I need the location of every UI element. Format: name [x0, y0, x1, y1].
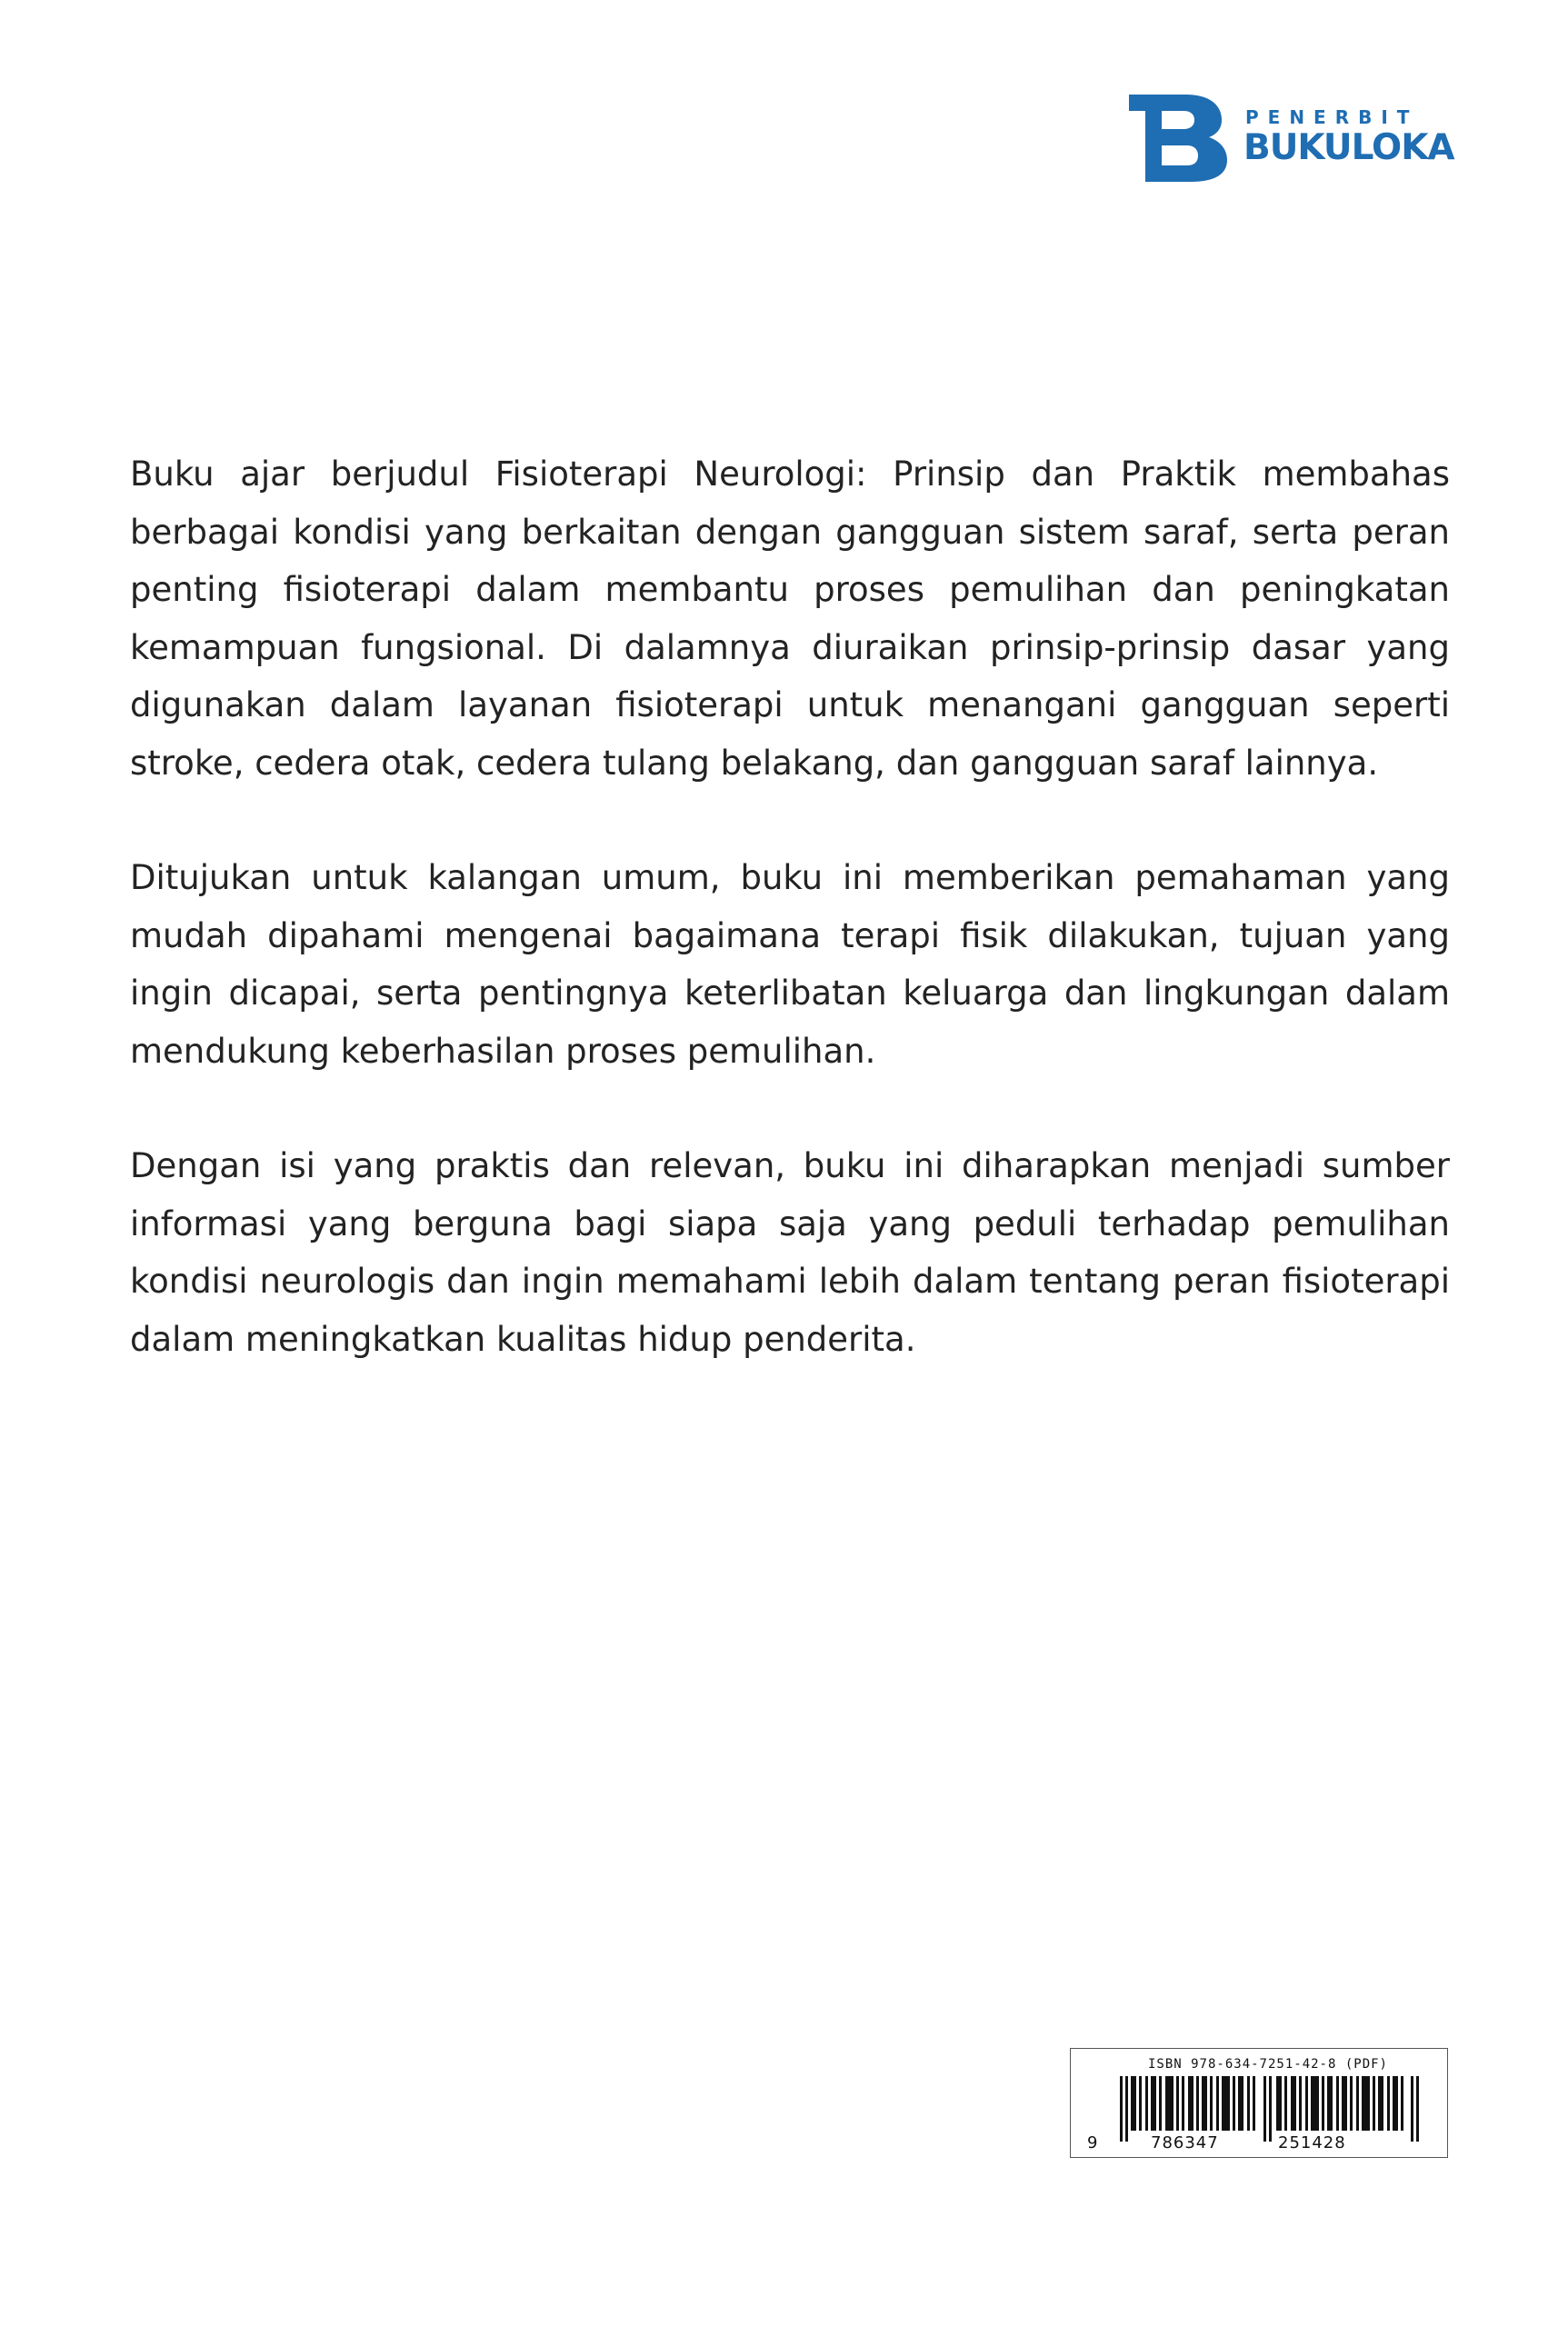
- barcode-left-digits: 786347: [1151, 2133, 1219, 2152]
- blurb-paragraph-3: Dengan isi yang praktis dan relevan, buku ini diharapkan menjadi sumber informasi yang berguna bagi siapa saja yang peduli terhadap pemulihan kondisi neurologis dan ingin memahami lebih dalam tentang peran fisioterapi dalam meningkatkan kualitas hidup penderita.: [130, 1146, 1450, 1359]
- publisher-label: PENERBIT: [1245, 106, 1419, 128]
- barcode-right-digits: 251428: [1278, 2133, 1346, 2152]
- blurb-paragraph-2: Ditujukan untuk kalangan umum, buku ini memberikan pemahaman yang mudah dipahami mengenai bagaimana terapi fisik dilakukan, tujuan yang ingin dicapai, serta pentingnya keterlibatan keluarga dan lingkungan dalam mendukung keberhasilan proses pemulihan.: [130, 858, 1450, 1071]
- isbn-label: ISBN 978-634-7251-42-8 (PDF): [1147, 2057, 1388, 2072]
- barcode-bars-icon: [1120, 2076, 1429, 2142]
- isbn-barcode: [1070, 2048, 1448, 2158]
- blurb: [130, 445, 1450, 1425]
- publisher-logo-b-icon: [1125, 95, 1229, 182]
- publisher-name: BUKULOKA: [1243, 127, 1454, 168]
- blurb-paragraph-1: Buku ajar berjudul Fisioterapi Neurologi: Prinsip dan Praktik membahas berbagai kondisi yang berkaitan dengan gangguan sistem saraf, serta peran penting fisioterapi dalam membantu proses pemulihan dan peningkatan kemampuan fungsional. Di dalamnya diuraikan prinsip-prinsip dasar yang digunakan dalam layanan fisioterapi untuk menangani gangguan seperti stroke, cedera otak, cedera tulang belakang, dan gangguan saraf lainnya.: [130, 454, 1450, 783]
- publisher-logo: [1125, 95, 1453, 182]
- barcode-lead-digit: 9: [1087, 2133, 1098, 2152]
